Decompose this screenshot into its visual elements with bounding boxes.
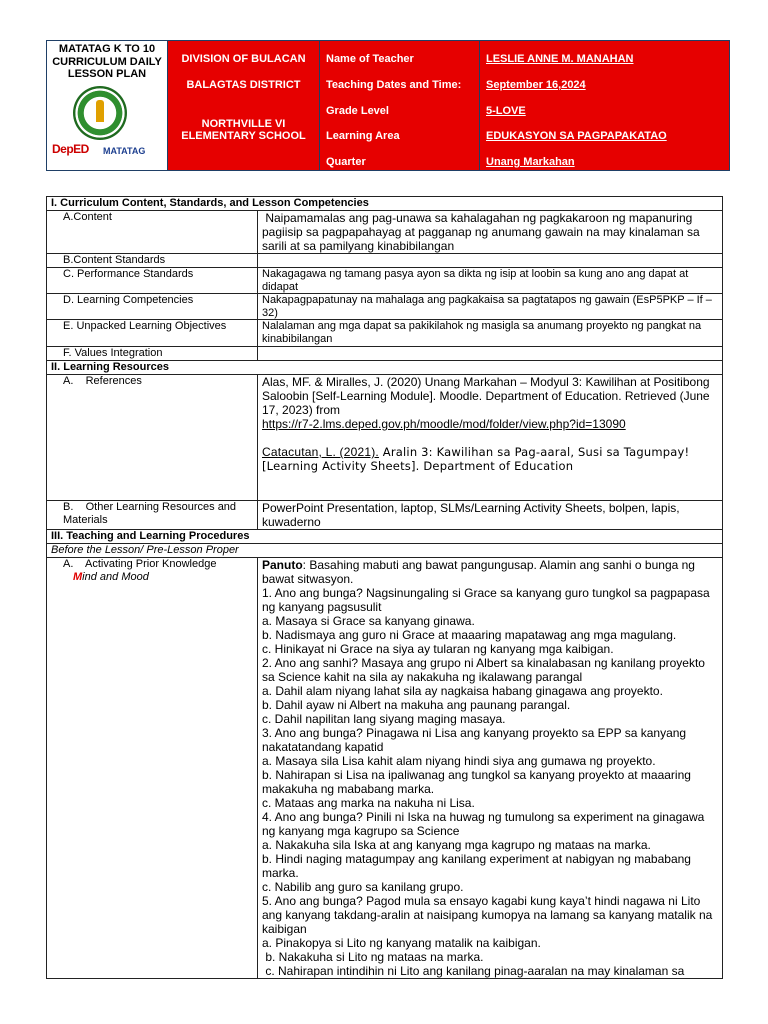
list-item: b. Nakakuha si Lito ng mataas na marka. (262, 950, 484, 964)
other-resources-value: PowerPoint Presentation, laptop, SLMs/Learning Activity Sheets, bolpen, lapis, kuwaderno (258, 501, 723, 530)
deped-logo: DepED (52, 141, 89, 156)
section-2-title: II. Learning Resources (47, 361, 723, 375)
list-item: 1. Ano ang bunga? Nagsinungaling si Grace sa kanyang guro tungkol sa pagpapasa ng kanyang pagsusulit (262, 586, 714, 614)
label-quarter: Quarter (326, 156, 366, 168)
teaching-dates: September 16,2024 (486, 79, 586, 91)
learning-area: EDUKASYON SA PAGPAPAKATAO (486, 130, 667, 142)
list-item: 3. Ano ang bunga? Pinagawa ni Lisa ang kanyang proyekto sa EPP sa kanyang nakatatandang kapatid (262, 726, 690, 754)
label-learning-area: Learning Area (326, 130, 400, 142)
list-item: b. Nadismaya ang guro ni Grace at maaaring mapatawag ang mga magulang. (262, 628, 677, 642)
label-grade: Grade Level (326, 105, 389, 117)
list-item: a. Pinakopya si Lito ng kanyang matalik na kaibigan. (262, 936, 541, 950)
content-standards-value (258, 254, 723, 268)
unpacked-objectives-value: Nalalaman ang mga dapat sa pakikilahok ng masigla sa anumang proyekto ng pangkat na kinabibilangan (258, 320, 723, 347)
grade-level: 5-LOVE (486, 105, 526, 117)
table-row (47, 294, 723, 320)
table-row (47, 558, 723, 979)
school-seal-logo (73, 86, 127, 140)
performance-standards-label: C. Performance Standards (63, 268, 194, 280)
learning-competencies-label: D. Learning Competencies (63, 294, 194, 306)
section-3-header-row (47, 530, 723, 544)
panuto (262, 558, 718, 586)
table-row (47, 501, 723, 530)
matatag-logo: MATATAG (103, 145, 146, 156)
list-item: a. Dahil alam niyang lahat sila ay nagkaisa habang ginagawa ang proyekto. (262, 684, 663, 698)
other-resources-label: B. Other Learning Resources and Materials (63, 501, 240, 526)
list-item: c. Mataas ang marka na nakuha ni Lisa. (262, 796, 475, 810)
unpacked-objectives-label: E. Unpacked Learning Objectives (63, 320, 227, 332)
list-item: c. Dahil napilitan lang siyang maging masaya. (262, 712, 506, 726)
activating-prior-knowledge-label: A. Activating Prior Knowledge (63, 558, 217, 570)
list-item: b. Nahirapan si Lisa na ipaliwanag ang tungkol sa kanyang proyekto at maaaring makakuha ng mababang marka. (262, 768, 695, 796)
lesson-plan-table (46, 196, 723, 979)
references-label: A. References (63, 375, 142, 387)
info-labels-cell (320, 41, 480, 170)
section-1-title: I. Curriculum Content, Standards, and Lesson Competencies (47, 197, 723, 211)
question-list (262, 586, 718, 978)
curriculum-title-cell (47, 41, 168, 170)
reference-2-author: Catacutan, L. (2021). (262, 445, 379, 459)
list-item: 5. Ano ang bunga? Pagod mula sa ensayo kagabi kung kaya’t hindi nagawa ni Lito ang kanyang takdang-aralin at naisipang kumopya na lamang sa kanyang matalik na kaibigan (262, 894, 716, 936)
content-standards-label: B.Content Standards (63, 254, 166, 266)
list-item: a. Masaya si Grace sa kanyang ginawa. (262, 614, 475, 628)
references-value (258, 375, 723, 501)
panuto-label: Panuto (262, 558, 303, 572)
mind-and-mood-label: Mind and Mood (73, 571, 149, 583)
list-item: c. Nahirapan intindihin ni Lito ang kanilang pinag-aaralan na may kinalaman sa (262, 964, 685, 978)
section-1-header-row (47, 197, 723, 211)
list-item: a. Masaya sila Lisa kahit alam niyang hindi siya ang gumawa ng proyekto. (262, 754, 656, 768)
content-value: Naipamamalas ang pag-unawa sa kahalagahan ng pagkakaroon ng mapanuring pagiisip sa pagpapahayag at pagganap ng anumang gawain na may kinalaman sa sarili at sa pamilyang kinabibilangan (258, 211, 723, 254)
list-item: c. Hinikayat ni Grace na siya ay tularan ng kanyang mga kaibigan. (262, 642, 614, 656)
division-name: DIVISION OF BULACAN (181, 53, 306, 65)
activity-content (258, 558, 723, 979)
quarter: Unang Markahan (486, 156, 575, 168)
table-row (47, 544, 723, 558)
section-3-title: III. Teaching and Learning Procedures (47, 530, 723, 544)
label-dates: Teaching Dates and Time: (326, 79, 462, 91)
performance-standards-value: Nakagagawa ng tamang pasya ayon sa dikta ng isip at loobin sa kung ano ang dapat at didapat (258, 268, 723, 294)
reference-2 (262, 445, 718, 473)
content-label: A.Content (63, 211, 112, 223)
reference-2-title: Aralin 3: Kawilihan sa Pag-aaral, Susi sa Tagumpay! [Learning Activity Sheets]. Department of Education (262, 445, 690, 473)
values-integration-label: F. Values Integration (63, 347, 163, 359)
school-name: NORTHVILLE VI ELEMENTARY SCHOOL (181, 118, 306, 142)
reference-1-text: Alas, MF. & Miralles, J. (2020) Unang Markahan – Modyul 3: Kawilihan at Positibong Saloobin [Self-Learning Module]. Moodle. Department of Education. Retrieved (June 17, 2023) from (262, 375, 710, 417)
list-item: 2. Ano ang sanhi? Masaya ang grupo ni Albert sa kinalabasan ng kanilang proyekto sa Science kahit na sila ay nakakuha ng ikalawang parangal (262, 656, 709, 684)
table-row (47, 320, 723, 347)
label-teacher: Name of Teacher (326, 53, 414, 65)
panuto-text: : Basahing mabuti ang bawat pangungusap. Alamin ang sanhi o bunga ng bawat sitwasyon. (262, 558, 695, 586)
list-item: b. Dahil ayaw ni Albert na makuha ang paunang parangal. (262, 698, 571, 712)
school-info-cell (168, 41, 320, 170)
learning-competencies-value: Nakapagpapatunay na mahalaga ang pagkakaisa sa pagtatapos ng gawain (EsP5PKP – If – 32) (258, 294, 723, 320)
list-item: b. Hindi naging matagumpay ang kanilang experiment at nabigyan ng mababang marka. (262, 852, 695, 880)
list-item: a. Nakakuha sila Iska at ang kanyang mga kagrupo ng mataas na marka. (262, 838, 651, 852)
teacher-name: LESLIE ANNE M. MANAHAN (486, 53, 634, 65)
table-row (47, 211, 723, 254)
lesson-plan-header (46, 40, 730, 171)
section-2-header-row (47, 361, 723, 375)
district-name: BALAGTAS DISTRICT (186, 79, 301, 91)
logos (47, 86, 167, 166)
info-values-cell (480, 41, 729, 170)
values-integration-value (258, 347, 723, 361)
reference-1-link[interactable]: https://r7-2.lms.deped.gov.ph/moodle/mod/folder/view.php?id=13090 (262, 417, 626, 431)
list-item: c. Nabilib ang guro sa kanilang grupo. (262, 880, 464, 894)
table-row (47, 347, 723, 361)
table-row (47, 268, 723, 294)
table-row (47, 254, 723, 268)
before-lesson-label: Before the Lesson/ Pre-Lesson Proper (47, 544, 723, 558)
table-row (47, 375, 723, 501)
list-item: 4. Ano ang bunga? Pinili ni Iska na huwag ng tumulong sa experiment na ginagawa ng kanyang mga kagrupo sa Science (262, 810, 708, 838)
curriculum-title: MATATAG K TO 10 CURRICULUM DAILY LESSON PLAN (52, 43, 162, 80)
